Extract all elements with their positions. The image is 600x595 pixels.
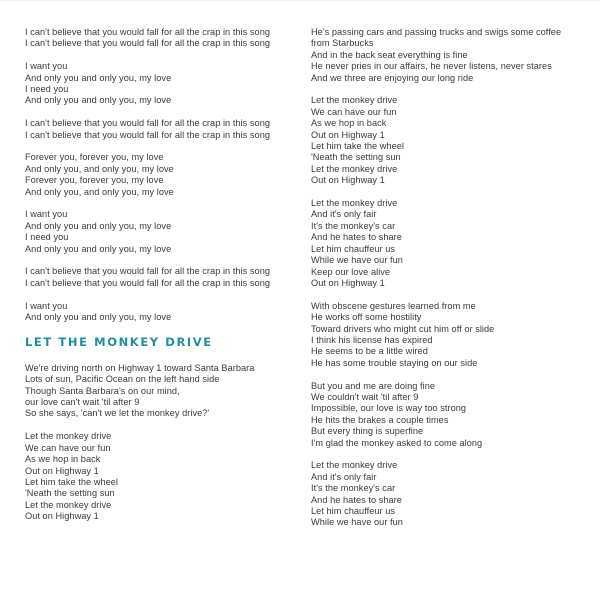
lyric-line: I can't believe that you would fall for all the crap in this song (25, 27, 271, 37)
lyric-line: Let the monkey drive (25, 431, 112, 442)
lyric-line: Let the monkey drive (311, 198, 398, 209)
stanza (25, 301, 300, 324)
lyric-line: And only you and only you, my love (25, 220, 172, 231)
lyric-line: He hits the brakes a couple times (311, 414, 449, 425)
lyric-line: And he hates to share (311, 494, 402, 505)
lyric-line: I can't believe that you would fall for all the crap in this song (25, 277, 271, 288)
lyric-line: He never pries in our affairs, he never listens, never stares (311, 61, 552, 72)
stanza (311, 381, 591, 449)
stanza (25, 209, 300, 255)
lyric-line: Let him take the wheel (25, 476, 119, 487)
lyric-line: Forever you, forever you, my love (25, 175, 164, 186)
song2-lyrics-continued (311, 27, 591, 529)
song2-lyrics (25, 363, 300, 523)
lyric-line: And only you and only you, my love (25, 72, 172, 83)
lyric-line: So she says, 'can't we let the monkey drive?' (25, 408, 210, 419)
lyric-line: Let him chauffeur us (311, 243, 396, 254)
lyric-line: And in the back seat everything is fine (311, 49, 468, 60)
stanza (25, 152, 300, 198)
lyric-line: And he hates to share (311, 232, 402, 243)
lyric-line: And only you, and only you, my love (25, 163, 174, 174)
lyric-line: Impossible, our love is way too strong (311, 403, 467, 414)
left-column (25, 27, 300, 534)
stanza (25, 61, 300, 107)
lyric-line: But you and me are doing fine (311, 380, 436, 391)
lyric-line: As we hop in back (311, 118, 387, 129)
lyric-line: Let the monkey drive (311, 460, 398, 471)
stanza (311, 95, 591, 186)
stanza (25, 266, 300, 289)
lyric-line: It's the monkey's car (311, 220, 396, 231)
lyric-line: I can't believe that you would fall for all the crap in this song (25, 129, 271, 140)
lyric-line: I want you (25, 209, 68, 220)
lyric-line: He seems to be a little wired (311, 346, 428, 357)
lyric-line: He has some trouble staying on our side (311, 357, 478, 368)
top-edge (0, 0, 600, 1)
lyric-line: I need you (25, 232, 69, 243)
lyric-line: While we have our fun (311, 517, 403, 528)
lyric-line: While we have our fun (311, 255, 403, 266)
lyric-line: Let him chauffeur us (311, 505, 396, 516)
lyric-line: We can have our fun (25, 442, 111, 453)
lyric-line: Out on Highway 1 (311, 175, 385, 186)
lyric-line: I think his license has expired (311, 334, 433, 345)
lyric-line: Toward drivers who might cut him off or slide (311, 323, 495, 334)
lyric-line: Out on Highway 1 (25, 465, 99, 476)
lyric-line: 'Neath the setting sun (311, 152, 401, 163)
lyric-line: I can't believe that you would fall for all the crap in this song (25, 38, 271, 49)
lyric-line: And only you and only you, my love (25, 95, 172, 106)
lyric-line: As we hop in back (25, 454, 101, 465)
lyric-line: I want you (25, 300, 68, 311)
lyric-line: Out on Highway 1 (25, 511, 99, 522)
lyric-line: I want you (25, 61, 68, 72)
stanza (311, 27, 591, 84)
lyric-line: And only you and only you, my love (25, 312, 172, 323)
lyric-line: Lots of sun, Pacific Ocean on the left hand side (25, 374, 220, 385)
lyric-line: I need you (25, 84, 69, 95)
lyric-line: Though Santa Barbara's on our mind, (25, 385, 180, 396)
right-column (311, 27, 591, 540)
stanza (311, 460, 591, 528)
stanza (25, 431, 300, 522)
lyric-line: And it's only fair (311, 471, 377, 482)
lyric-line: We can have our fun (311, 106, 397, 117)
lyric-line: I'm glad the monkey asked to come along (311, 437, 483, 448)
stanza (25, 27, 300, 50)
lyric-line: I can't believe that you would fall for all the crap in this song (25, 118, 271, 129)
stanza (25, 118, 300, 141)
lyric-line: But every thing is superfine (311, 426, 424, 437)
lyric-line: And it's only fair (311, 209, 377, 220)
stanza (311, 301, 591, 369)
lyric-line: He works off some hostility (311, 312, 422, 323)
lyric-line: Let the monkey drive (311, 95, 398, 106)
lyric-line: And only you and only you, my love (25, 243, 172, 254)
lyric-line: Forever you, forever you, my love (25, 152, 164, 163)
lyric-line: from Starbucks (311, 38, 374, 49)
lyric-line: 'Neath the setting sun (25, 488, 115, 499)
lyric-line: We're driving north on Highway 1 toward Santa Barbara (25, 362, 255, 373)
lyric-line: With obscene gestures learned from me (311, 300, 476, 311)
song1-lyrics (25, 27, 300, 323)
lyric-line: Out on Highway 1 (311, 129, 385, 140)
lyric-line: I can't believe that you would fall for all the crap in this song (25, 266, 271, 277)
lyric-line: our love can't wait 'til after 9 (25, 397, 140, 408)
stanza (25, 363, 300, 420)
lyric-line: We couldn't wait 'til after 9 (311, 391, 419, 402)
lyric-line: Keep our love alive (311, 266, 391, 277)
lyric-line: Let the monkey drive (25, 499, 112, 510)
song-title: LET THE MONKEY DRIVE (25, 334, 213, 349)
lyric-line: Out on Highway 1 (311, 277, 385, 288)
lyric-line: And we three are enjoying our long ride (311, 72, 474, 83)
lyric-line: Let him take the wheel (311, 141, 405, 152)
stanza (311, 198, 591, 289)
lyric-line: And only you, and only you, my love (25, 186, 174, 197)
lyric-line: Let the monkey drive (311, 163, 398, 174)
lyric-line: He's passing cars and passing trucks and swigs some coffee (311, 27, 562, 37)
lyric-line: It's the monkey's car (311, 483, 396, 494)
